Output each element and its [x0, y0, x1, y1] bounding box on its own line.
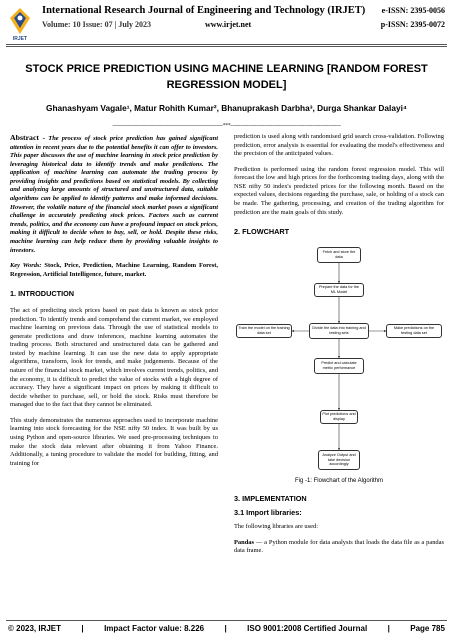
- eissn: e-ISSN: 2395-0056: [381, 6, 445, 15]
- keywords-text: Stock, Price, Prediction, Machine Learning, Random Forest, Regression, Artificial Intelligence, future, market.: [10, 262, 219, 278]
- pandas-label: Pandas: [234, 538, 255, 546]
- flow-divide-node: Divide the data into training and testing sets: [309, 323, 369, 339]
- keywords: [10, 262, 218, 279]
- keywords-label: Key Words:: [10, 262, 42, 270]
- pandas-text: — a Python module for data analysis that loads the data file as a pandas data frame.: [234, 538, 444, 555]
- abstract-text: The process of stock price prediction has gained significant attention in recent years due to the potential benefits it can offer to investors. This paper discusses the use of machine learning in stock price prediction by leveraging historical data to identify trends and make predictions. The application of machine learning can automate the trading process by providing insights and predictions based on statistical models. By collecting and analyzing large amounts of structured and unstructured data, suitable algorithms can be applied to identify patterns and make informed decisions. However, the volatile nature of the financial stock market poses a significant challenge in accurately predicting stock prices. Factors such as current trends, politics, and the economy can have a profound impact on stock prices, making it difficult to decide when to buy, sell, or hold. Despite these risks, machine learning can help reduce them by providing valuable insights to investors.: [10, 135, 218, 254]
- footer-impact-factor: Impact Factor value: 8.226: [104, 624, 205, 633]
- flow-prepare-node: Prepare the data for the ML Model: [314, 283, 364, 297]
- flow-metrics-node: Predict and calculate metric performance: [314, 358, 364, 374]
- flow-train-node: Train the model on the training data set: [236, 324, 292, 338]
- footer-separator: |: [387, 624, 390, 633]
- footer-copyright: © 2023, IRJET: [8, 624, 62, 633]
- left-column: [10, 133, 218, 475]
- introduction-heading: 1. INTRODUCTION: [10, 289, 75, 299]
- footer-separator: |: [224, 624, 227, 633]
- flow-plot-node: Plot predictions and display: [320, 410, 358, 424]
- journal-name: International Research Journal of Engineering and Technology (IRJET): [42, 5, 366, 16]
- abstract: [10, 133, 218, 255]
- header-rule: [6, 44, 447, 45]
- irjet-logo: [8, 6, 32, 36]
- logo-text: IRJET: [12, 36, 28, 42]
- footer-page-number: Page 785: [410, 624, 445, 633]
- website-link[interactable]: www.irjet.net: [205, 20, 252, 29]
- figure-caption: Fig -1: Flowchart of the Algorithm: [294, 477, 384, 484]
- right-paragraph-2: Prediction is performed using the random forest regression model. This will forecast the low and high prices for the forthcoming trading days, along with the NSE nifty 50 index's predicted prices for the following month. Based on the expected values, decisions regarding the purchase, sale, or holding of a stock can be made. The gathering, processing, and creation of the trading algorithm for prediction are the main goals of this study.: [234, 165, 444, 216]
- flowchart-heading: 2. FLOWCHART: [234, 227, 290, 237]
- right-column: [234, 133, 444, 563]
- paper-title: STOCK PRICE PREDICTION USING MACHINE LEARNING [RANDOM FOREST REGRESSION MODEL]: [25, 63, 428, 91]
- pissn: p-ISSN: 2395-0072: [380, 20, 445, 29]
- libraries-intro: The following libraries are used:: [234, 523, 319, 531]
- implementation-heading: 3. IMPLEMENTATION: [234, 493, 307, 503]
- header-rule-2: [6, 46, 447, 47]
- pandas-paragraph: [234, 539, 444, 556]
- flowchart: [234, 245, 444, 475]
- flow-analyze-node: Analyze Output and take decision accordingly: [318, 450, 360, 470]
- section-divider: ---------------------------------------------------------------------***---------------------------------------------------------------------: [112, 123, 341, 129]
- flow-fetch-node: Fetch and store the data: [317, 247, 361, 263]
- page-footer: [8, 624, 445, 633]
- footer-iso: ISO 9001:2008 Certified Journal: [247, 624, 368, 633]
- journal-header: [0, 0, 453, 46]
- footer-separator: |: [81, 624, 84, 633]
- import-libraries-heading: 3.1 Import libraries:: [234, 507, 302, 517]
- introduction-paragraph-2: This study demonstrates the numerous approaches used to incorporate machine learning into stock forecasting for the NSE nifty 50 index. It was built by us using Python and open-source libraries. We used pre-processing techniques to make the stock data relevant after obtaining it from Yahoo Finance. Additionally, a tuning procedure to validate the model for building, fitting, and training for: [10, 416, 218, 467]
- introduction-paragraph-1: The act of predicting stock prices based on past data is known as stock price prediction. To identify trends and comprehend the current market, we employed machine learning on previous data. Through the use of statistical models to generate predictions and draw inferences, machine learning automates the trading process. Both structured and unstructured data can be gathered and tested by machine learning. It can use the new data to apply appropriate algorithms, transform, look for trends, and make judgements. Because of the nature of the financial stock market, which involves current trends, politics, and the economy, it is difficult to predict the value of stocks with a high degree of accuracy. They have a significant impact on prices by making it difficult to decide whether to purchase, sell, or hold the stock. Risks must therefore be managed due to the fact that they cannot be eliminated.: [10, 306, 218, 409]
- flow-predict-test-node: Make predictions on the testing data set: [386, 324, 442, 338]
- volume-issue: Volume: 10 Issue: 07 | July 2023: [42, 20, 152, 29]
- abstract-label: Abstract -: [10, 133, 46, 142]
- right-paragraph-1: prediction is used along with randomised grid search cross-validation. Following prediction, error analysis is essential for evaluating the model's effectiveness and the precision of the anticipated values.: [234, 133, 444, 158]
- footer-rule: [6, 620, 447, 621]
- paper-authors: Ghanashyam Vagale¹, Matur Rohith Kumar², Bhanuprakash Darbha³, Durga Shankar Dalayi⁴: [46, 103, 407, 113]
